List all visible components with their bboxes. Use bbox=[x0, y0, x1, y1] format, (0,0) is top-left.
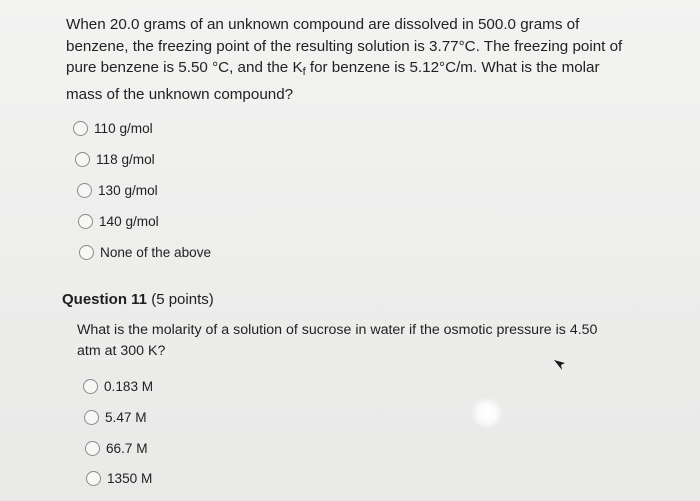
q11-option-3[interactable] bbox=[85, 441, 148, 456]
question-11-text: What is the molarity of a solution of sucrose in water if the osmotic pressure is 4.50 atm at 300 K? bbox=[77, 322, 598, 359]
question-10-text bbox=[66, 14, 626, 105]
radio-button-icon[interactable] bbox=[86, 471, 101, 486]
q10-option-1-label: 110 g/mol bbox=[94, 121, 153, 136]
question-11-points: (5 points) bbox=[151, 291, 214, 308]
q10-option-2-label: 118 g/mol bbox=[96, 152, 155, 167]
q10-option-2[interactable] bbox=[75, 152, 155, 167]
q10-option-4[interactable] bbox=[78, 214, 159, 229]
question-10-text-part1: When 20.0 grams of an unknown compound are dissolved in 500.0 grams of benzene, the freezing point of the resulting solution is 3.77°C. The freezing point of pure benzene is 5.50 °C, and the K bbox=[66, 16, 623, 76]
mouse-cursor-icon bbox=[553, 357, 567, 371]
q10-option-3-label: 130 g/mol bbox=[98, 183, 158, 198]
question-11-number: Question 11 bbox=[62, 291, 148, 308]
radio-button-icon[interactable] bbox=[85, 441, 100, 456]
q11-option-4[interactable] bbox=[86, 471, 152, 486]
q11-option-1-label: 0.183 M bbox=[104, 379, 154, 394]
radio-button-icon[interactable] bbox=[73, 121, 88, 136]
screen-glare bbox=[470, 398, 504, 428]
q11-option-1[interactable] bbox=[83, 379, 153, 394]
question-10-text-part2: for benzene is 5.12°C/m. What is the molar mass of the unknown compound? bbox=[66, 59, 600, 103]
radio-button-icon[interactable] bbox=[84, 410, 99, 425]
q11-option-4-label: 1350 M bbox=[107, 471, 153, 486]
q10-option-5[interactable] bbox=[79, 245, 211, 260]
q10-option-5-label: None of the above bbox=[100, 245, 212, 260]
q11-option-2-label: 5.47 M bbox=[105, 410, 147, 425]
q11-option-2[interactable] bbox=[84, 410, 147, 425]
radio-button-icon[interactable] bbox=[79, 245, 94, 260]
radio-button-icon[interactable] bbox=[77, 183, 92, 198]
radio-button-icon[interactable] bbox=[78, 214, 93, 229]
q11-option-3-label: 66.7 M bbox=[106, 441, 148, 456]
q10-option-3[interactable] bbox=[77, 183, 158, 198]
kf-subscript: f bbox=[302, 66, 306, 78]
radio-button-icon[interactable] bbox=[83, 379, 98, 394]
q10-option-4-label: 140 g/mol bbox=[99, 214, 159, 229]
q10-option-1[interactable] bbox=[73, 121, 153, 136]
question-11-heading bbox=[62, 291, 214, 308]
radio-button-icon[interactable] bbox=[75, 152, 90, 167]
